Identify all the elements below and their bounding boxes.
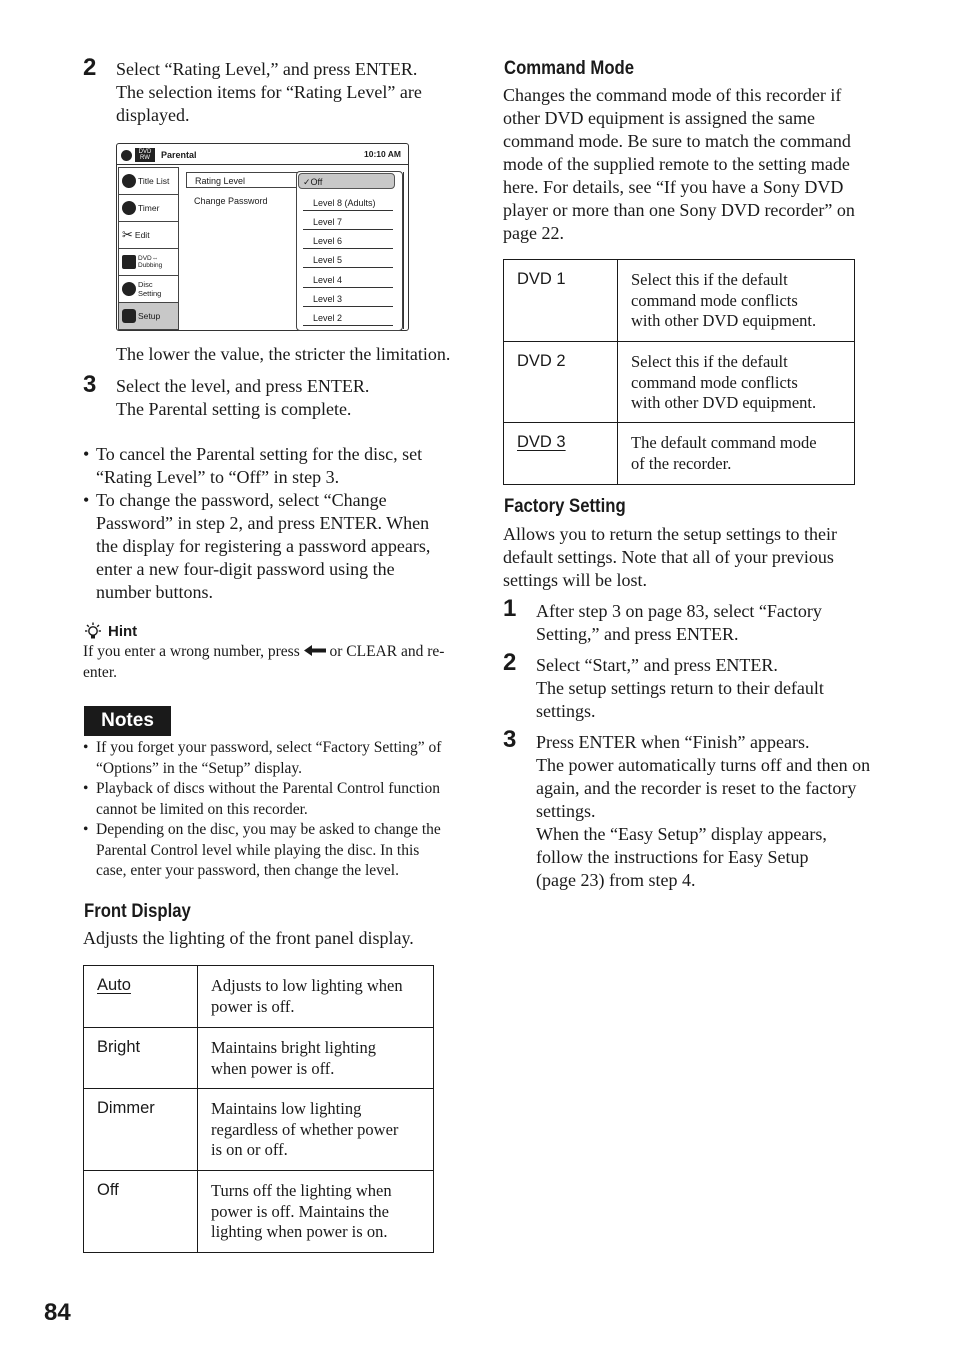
level-option[interactable]: Level 3 bbox=[303, 289, 393, 307]
table-cell-value: Turns off the lighting when power is off. Maintains the lighting when power is on. bbox=[198, 1171, 434, 1253]
step-number: 1 bbox=[503, 595, 517, 622]
command-mode-desc: Changes the command mode of this recorder if other DVD equipment is assigned the same command mode. Be sure to match the command mode of the supplied remote to the setting made here. For details, see “If you have a Sony DVD player or more than one Sony DVD recorder” on page 22. bbox=[503, 85, 855, 243]
level-option[interactable]: Level 8 (Adults) bbox=[303, 193, 393, 211]
timer-icon bbox=[122, 201, 136, 215]
table-cell-key: Off bbox=[84, 1171, 198, 1253]
level-option[interactable]: Level 5 bbox=[303, 250, 393, 268]
text-line: The selection items for “Rating Level” are bbox=[116, 82, 422, 102]
screen-title: Parental bbox=[161, 150, 197, 160]
factory-step-2: Select “Start,” and press ENTER. The setup settings return to their default settings. bbox=[536, 655, 824, 721]
list-item: • If you forget your password, select “Factory Setting” of “Options” in the “Setup” display. bbox=[83, 738, 441, 779]
table-cell-key: DVD 3 bbox=[504, 423, 618, 485]
table-cell-key: DVD 1 bbox=[504, 260, 618, 342]
step-number: 3 bbox=[83, 371, 97, 398]
table-cell-key: Bright bbox=[84, 1028, 198, 1089]
table-cell-value: Adjusts to low lighting when power is off. bbox=[198, 966, 434, 1028]
menu-item-rating-level[interactable]: Rating Level bbox=[186, 172, 298, 188]
screen-header bbox=[121, 148, 197, 162]
command-mode-table bbox=[503, 259, 855, 485]
level-option[interactable]: Level 6 bbox=[303, 231, 393, 249]
text-line: displayed. bbox=[116, 105, 190, 125]
text-line: The Parental setting is complete. bbox=[116, 399, 352, 419]
disc-icon bbox=[121, 150, 132, 161]
bullet-list bbox=[83, 443, 430, 604]
table-row bbox=[504, 423, 855, 485]
check-icon: ✓ bbox=[303, 177, 311, 187]
table-cell-value: Select this if the default command mode conflicts with other DVD equipment. bbox=[618, 342, 855, 423]
section-heading-command-mode: Command Mode bbox=[504, 58, 635, 79]
table-cell-key: DVD 2 bbox=[504, 342, 618, 423]
level-option[interactable]: Level 7 bbox=[303, 212, 393, 230]
text-line: Select “Rating Level,” and press ENTER. bbox=[116, 59, 418, 79]
step-number: 2 bbox=[503, 649, 517, 676]
sidebar-item-timer[interactable]: Timer bbox=[118, 194, 179, 221]
screen-clock: 10:10 AM bbox=[363, 149, 401, 159]
factory-setting-desc: Allows you to return the setup settings to their default settings. Note that all of your previous settings will be lost. bbox=[503, 524, 837, 590]
notes-list bbox=[83, 738, 441, 882]
sidebar-item-disc-setting[interactable]: Disc Setting bbox=[118, 275, 179, 302]
table-cell-key: Auto bbox=[84, 966, 198, 1028]
table-cell-value: Select this if the default command mode conflicts with other DVD equipment. bbox=[618, 260, 855, 342]
step-2-text bbox=[116, 58, 422, 127]
dvd-rw-badge: DVD RW bbox=[135, 148, 155, 162]
step-number: 3 bbox=[503, 726, 517, 753]
sidebar-item-dubbing[interactable]: DVD⇔ Dubbing bbox=[118, 248, 179, 275]
list-item: • Playback of discs without the Parental Control function cannot be limited on this recorder. bbox=[83, 779, 441, 820]
table-cell-key: Dimmer bbox=[84, 1089, 198, 1171]
step-number: 2 bbox=[83, 54, 97, 81]
factory-step-3: Press ENTER when “Finish” appears. The power automatically turns off and then on again, and the recorder is reset to the factory settings. When the “Easy Setup” display appears, follow the instructions for Easy Setup (page 23) from step 4. bbox=[536, 732, 871, 890]
table-row bbox=[84, 1171, 434, 1253]
section-heading-factory-setting: Factory Setting bbox=[504, 496, 626, 517]
level-option-off-selected[interactable]: ✓Off bbox=[298, 173, 395, 189]
table-row bbox=[504, 342, 855, 423]
dubbing-icon bbox=[122, 255, 136, 269]
menu-item-change-password[interactable]: Change Password bbox=[194, 196, 268, 206]
header-divider bbox=[117, 164, 408, 165]
step-3-text bbox=[116, 375, 369, 421]
level-option[interactable]: Level 4 bbox=[303, 270, 393, 288]
sidebar-item-setup[interactable]: Setup bbox=[118, 302, 179, 330]
sidebar-item-title-list[interactable]: Title List bbox=[118, 167, 179, 194]
hint-text: If you enter a wrong number, press or CLEAR and re- enter. bbox=[83, 643, 445, 681]
screen-caption: The lower the value, the stricter the limitation. bbox=[116, 344, 451, 364]
list-item: • Depending on the disc, you may be asked to change the Parental Control level while playing the disc. In this case, enter your password, then change the level. bbox=[83, 820, 441, 882]
table-cell-value: Maintains low lighting regardless of whether power is on or off. bbox=[198, 1089, 434, 1171]
table-row bbox=[84, 1089, 434, 1171]
table-cell-value: The default command mode of the recorder. bbox=[618, 423, 855, 485]
notes-label: Notes bbox=[84, 706, 171, 736]
list-item: • To cancel the Parental setting for the disc, set “Rating Level” to “Off” in step 3. bbox=[83, 443, 430, 489]
page-number: 84 bbox=[44, 1299, 71, 1326]
factory-step-1: After step 3 on page 83, select “Factory Setting,” and press ENTER. bbox=[536, 601, 822, 644]
front-display-desc: Adjusts the lighting of the front panel display. bbox=[83, 928, 414, 948]
list-scroll-track bbox=[403, 172, 404, 329]
list-item: • To change the password, select “Change Password” in step 2, and press ENTER. When the display for registering a password appears, enter a new four-digit password using the number buttons. bbox=[83, 489, 430, 604]
table-row bbox=[84, 966, 434, 1028]
sidebar-item-edit[interactable]: ✂ Edit bbox=[118, 221, 179, 248]
table-row bbox=[504, 260, 855, 342]
table-row bbox=[84, 1028, 434, 1089]
text-line: Select the level, and press ENTER. bbox=[116, 376, 370, 396]
level-option[interactable]: Level 2 bbox=[303, 308, 393, 326]
hint-label: Hint bbox=[108, 623, 138, 640]
title-list-icon bbox=[122, 174, 136, 188]
screen-sidebar bbox=[118, 167, 179, 330]
disc-setting-icon bbox=[122, 282, 136, 296]
hint-heading bbox=[84, 622, 137, 641]
lightbulb-icon bbox=[84, 622, 102, 641]
toolbox-icon bbox=[122, 309, 136, 323]
scissors-icon: ✂ bbox=[122, 227, 133, 242]
section-heading-front-display: Front Display bbox=[84, 901, 191, 922]
parental-screen bbox=[116, 143, 409, 331]
table-cell-value: Maintains bright lighting when power is off. bbox=[198, 1028, 434, 1089]
back-arrow-icon bbox=[304, 645, 326, 656]
front-display-table bbox=[83, 965, 434, 1253]
